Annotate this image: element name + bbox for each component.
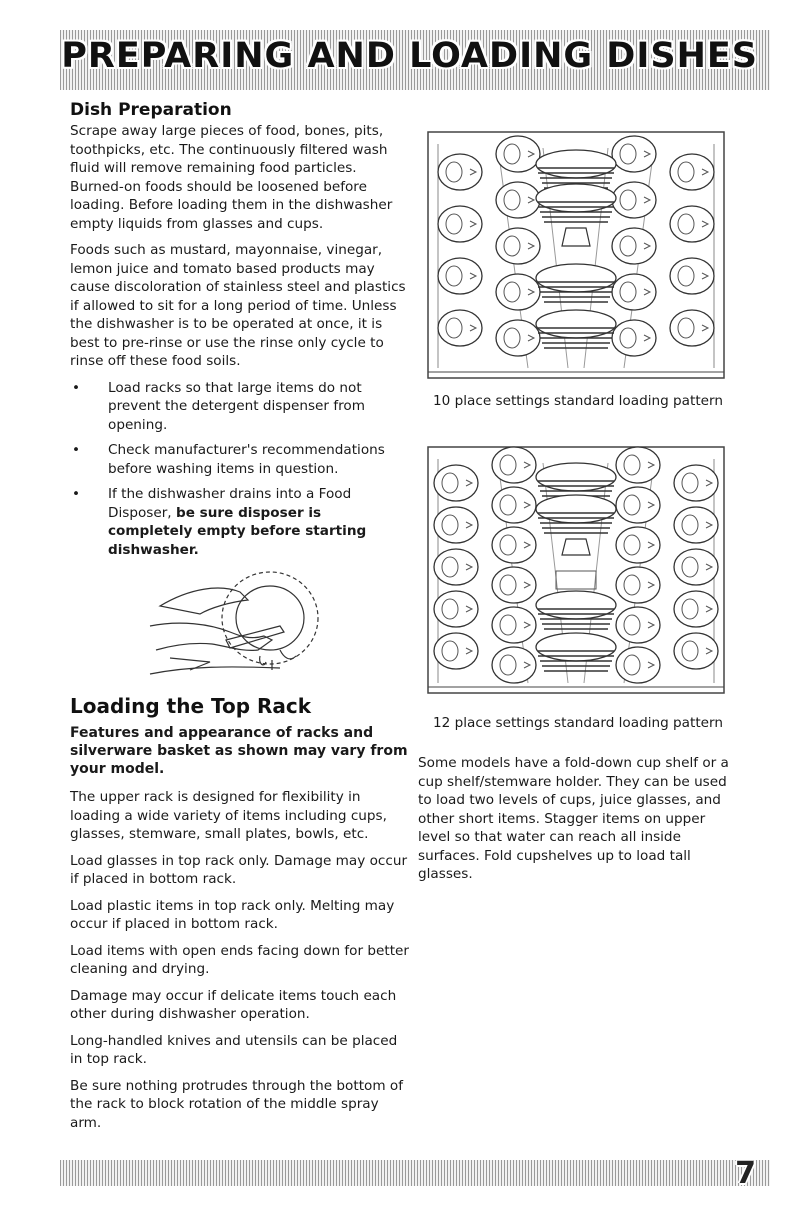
top-rack-paragraph: Load plastic items in top rack only. Melting may occur if placed in bottom rack. — [70, 897, 395, 932]
top-rack-paragraph: Damage may occur if delicate items touch each other during dishwasher operation. — [70, 987, 397, 1022]
top-rack-paragraph: The upper rack is designed for flexibility in loading a wide variety of items including cups, glasses, stemware, small plates, bowls, etc. — [70, 789, 387, 842]
top-rack-paragraph: Long-handled knives and utensils can be placed in top rack. — [70, 1032, 398, 1067]
bullet-text: Load racks so that large items do not prevent the detergent dispenser from opening. — [108, 379, 365, 433]
top-rack-paragraph: Be sure nothing protrudes through the bottom of the rack to block rotation of the middle spray arm. — [70, 1077, 404, 1131]
list-item — [70, 379, 410, 435]
bullet-icon: • — [72, 486, 81, 502]
header-banner — [60, 30, 770, 90]
bullet-icon: • — [72, 379, 81, 396]
loading-top-rack-heading: Loading the Top Rack — [70, 694, 312, 718]
prep-bullet-list — [70, 379, 410, 560]
left-column — [70, 100, 410, 1140]
page-title: PREPARING AND LOADING DISHES — [61, 36, 758, 76]
figure-caption-10: 10 place settings standard loading pattern — [432, 393, 723, 409]
figure-caption-12: 12 place settings standard loading pattern — [432, 715, 723, 731]
disposer-warning: be sure disposer is completely empty before starting dishwasher. — [108, 504, 367, 558]
bullet-text: If the dishwasher drains into a Food Disposer, — [108, 486, 352, 521]
top-rack-paragraph: Load items with open ends facing down for better cleaning and drying. — [70, 942, 410, 977]
right-column — [418, 128, 738, 892]
scraping-plate-illustration — [130, 566, 350, 686]
prep-paragraph-1: Scrape away large pieces of food, bones, pits, toothpicks, etc. The continuously filtered wash fluid will remove remaining food particles. Burned-on foods should be loosened before loading. Before loading them in the dishwasher empty liquids from glasses and cups. — [70, 123, 393, 232]
page-number: 7 — [735, 1156, 756, 1191]
cup-shelf-paragraph: Some models have a fold-down cup shelf or a cup shelf/stemware holder. They can be used to load two levels of cups, juice glasses, and other short items. Stagger items on upper level so that water can reach all inside surfaces. Fold cupshelves up to load tall glasses. — [418, 755, 729, 882]
list-item — [70, 441, 410, 478]
prep-paragraph-2: Foods such as mustard, mayonnaise, vinegar, lemon juice and tomato based products may cause discoloration of stainless steel and plastics if allowed to sit for a long period of time. Unless the dishwasher is to be operated at once, it is best to pre-rinse or use the rinse only cycle to rinse off these food soils. — [70, 242, 406, 369]
features-note: Features and appearance of racks and silverware basket as shown may vary from your model. — [70, 725, 408, 777]
rack-illustration-12-settings — [418, 436, 734, 706]
top-rack-paragraph: Load glasses in top rack only. Damage may occur if placed in bottom rack. — [70, 852, 408, 887]
rack-illustration-10-settings — [418, 128, 734, 384]
list-item — [70, 485, 410, 559]
footer-band — [60, 1156, 770, 1191]
dish-preparation-heading: Dish Preparation — [70, 100, 232, 120]
bullet-icon: • — [72, 442, 81, 458]
bullet-text: Check manufacturer's recommendations before washing items in question. — [108, 442, 385, 477]
